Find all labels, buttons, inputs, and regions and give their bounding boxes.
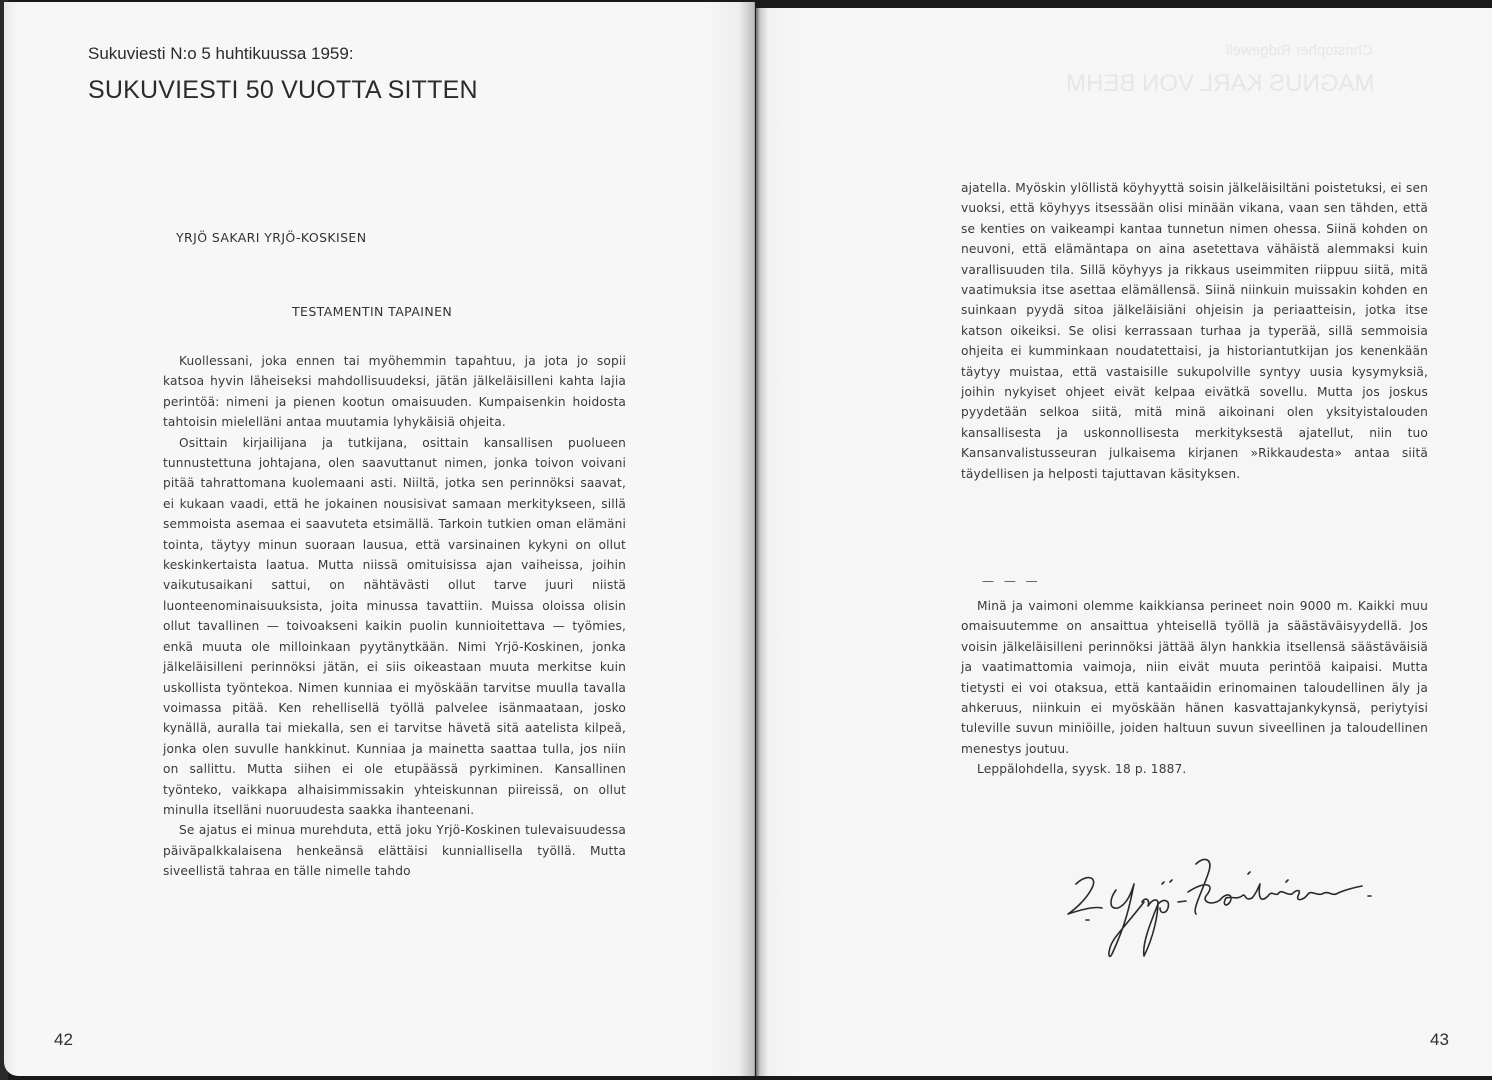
paragraph: ajatella. Myöskin ylöllistä köyhyyttä soisin jälkeläisiltäni poistetuksi, ei sen vuoksi, että köyhyys itsessään olisi minään vikana, vaan sen tähden, että se kenties on vaikeampi kantaa tunnetun nimen ohessa. Siinä kohden on neuvoni, että elämäntapa on aina asetettava vähäistä alemmaksi kuin varallisuuden tila. Sillä köyhyys ja rikkaus useimmiten riippuu siitä, mitä vaatimuksia itse asettaa elämällensä. Siinä niinkuin muissakin kohden en suinkaan pyydä sitoa jälkeläisiäni ohjeisin ja periaatteisin, jotka itse katson oikeiksi. Se olisi kerrassaan turhaa ja typerää, sillä semmoisia ohjeita ei kumminkaan noudatettaisi, ja historiantutkijan jos kenenkään täytyy muistaa, että vastaisille sukupolville syntyy uusia kysymyksiä, joihin nykyiset ohjeet eivät kelpaa eivätkä sovellu. Mutta jos joskus pyydetään selkoa siitä, mitä minä aikoinani olen yksityistalouden kansallisesta ja uskonnollisesta merkityksestä ajatellut, niin tuo Kansanvalistusseuran julkaisema kirjanen »Rikkaudesta» antaa siitä täydellisen ja helposti tajuttavan käsityksen. — [961, 181, 1428, 481]
section-divider: — — — — [982, 574, 1041, 588]
signature-rjo — [1142, 899, 1168, 956]
signature-y — [1109, 884, 1144, 956]
signature-koskinen — [1188, 859, 1362, 914]
bleed-through-author: Christopher Ridgewell — [1226, 42, 1373, 59]
bleed-through-title: MAGNUS KARL VON BEHM — [1066, 70, 1375, 97]
article-headline: SUKUVIESTI 50 VUOTTA SITTEN — [88, 76, 478, 104]
right-page-body-continued — [961, 596, 1428, 780]
page-number-right: 43 — [1430, 1030, 1449, 1049]
paragraph: Se ajatus ei minua murehduta, että joku Yrjö-Koskinen tulevaisuudessa päiväpalkkalaisena henkeänsä elättäisi kunniallisella työllä. Mutta siveellistä tahraa en tälle nimelle tahdo — [163, 823, 626, 879]
paragraph: Osittain kirjailijana ja tutkijana, osittain kansallisen puolueen tunnustettuna johtajana, olen saavuttanut nimen, jonka toivon voivani pitää tahrattomana kuolemaani asti. Niiltä, jotka sen perinnöksi saavat, ei kukaan vaadi, että he jokainen nousisivat samaan merkitykseen, sillä semmoista asemaa ei saavuteta etsimällä. Tarkoin tutkien oman elämäni tointa, täytyy minun suoraan lausua, että varsinainen kykyni on ollut keskinkertaista laatua. Mutta niissä omituisissa ajan vaiheissa, joihin vaikutusaikani sattui, on nähtävästi ollut tarve juuri niistä luonteenominaisuuksista, joita minussa tavattiin. Muissa oloissa olisin ollut tavallinen — toivoakseni kaikin puolin kunnioitettava — työmies, enkä muuta ole milloinkaan pyytänytkään. Nimi Yrjö-Koskinen, jonka jälkeläisilleni perinnöksi jätän, ei siis oikeastaan muuta merkitse kuin uskollista työntekoa. Nimen kunniaa ei myöskään tarvitse muulla tavalla voimassa pitää. Ken rehellisellä työllä palvelee isänmaataan, josko kynällä, auralla tai miekalla, sen ei tarvitse hävetä sitä aatelista kilpeä, jonka olen suvulle hankkinut. Kunniaa ja mainetta saattaa tulla, jos niin on sallittu. Mutta siihen ei ole etupäässä pyrkiminen. Kansallinen työnteko, vaikkapa alhaisimmissakin yhteiskunnan piireissä, on ollut minulla itselläni nuoruudesta saakka ihanteenani. — [163, 435, 626, 817]
signature-initial — [1068, 878, 1102, 914]
place-date-line: Leppälohdella, syysk. 18 p. 1887. — [977, 762, 1187, 777]
right-page — [756, 8, 1492, 1076]
signature-hyphen — [1178, 901, 1186, 902]
left-page-body — [163, 351, 626, 882]
paragraph: Kuollessani, joka ennen tai myöhemmin tapahtuu, ja jota jo sopii katsoa hyvin läheiseksi mahdollisuudeksi, jätän jälkeläisilleni kahta lajia perintöä: nimeni ja pienen kootun omaisuuden. Kumpaisenkin hoidosta tahtoisin mielelläni antaa muutamia lyhykäisiä ohjeita. — [163, 354, 626, 430]
handwritten-signature — [1046, 844, 1386, 974]
issue-header: Sukuviesti N:o 5 huhtikuussa 1959: — [88, 44, 354, 63]
article-subtitle: TESTAMENTIN TAPAINEN — [292, 304, 453, 319]
article-author: YRJÖ SAKARI YRJÖ-KOSKISEN — [176, 230, 367, 245]
right-page-body — [961, 178, 1428, 484]
paragraph: Minä ja vaimoni olemme kaikkiansa perineet noin 9000 m. Kaikki muu omaisuutemme on ansaittua yhteisellä työllä ja säästäväisyydellä. Jos voisin jälkeläisilleni perinnöksi jättää älyn hankkia itsellensä säästäväisiä ja vaatimattomia vaimoja, niin eivät muuta perintöä kaipaisi. Mutta tietysti ei voi otaksua, että kantaäidin erinomainen taloudellinen äly ja ahkeruus, niinkuin ei myöskään hänen kasvattajankykynsä, periytyisi tuleville suvun miniöille, joiden haltuun suvun siveellinen ja taloudellinen menestys joutuu. — [961, 599, 1428, 756]
left-page — [4, 2, 755, 1076]
page-number-left: 42 — [54, 1030, 73, 1049]
